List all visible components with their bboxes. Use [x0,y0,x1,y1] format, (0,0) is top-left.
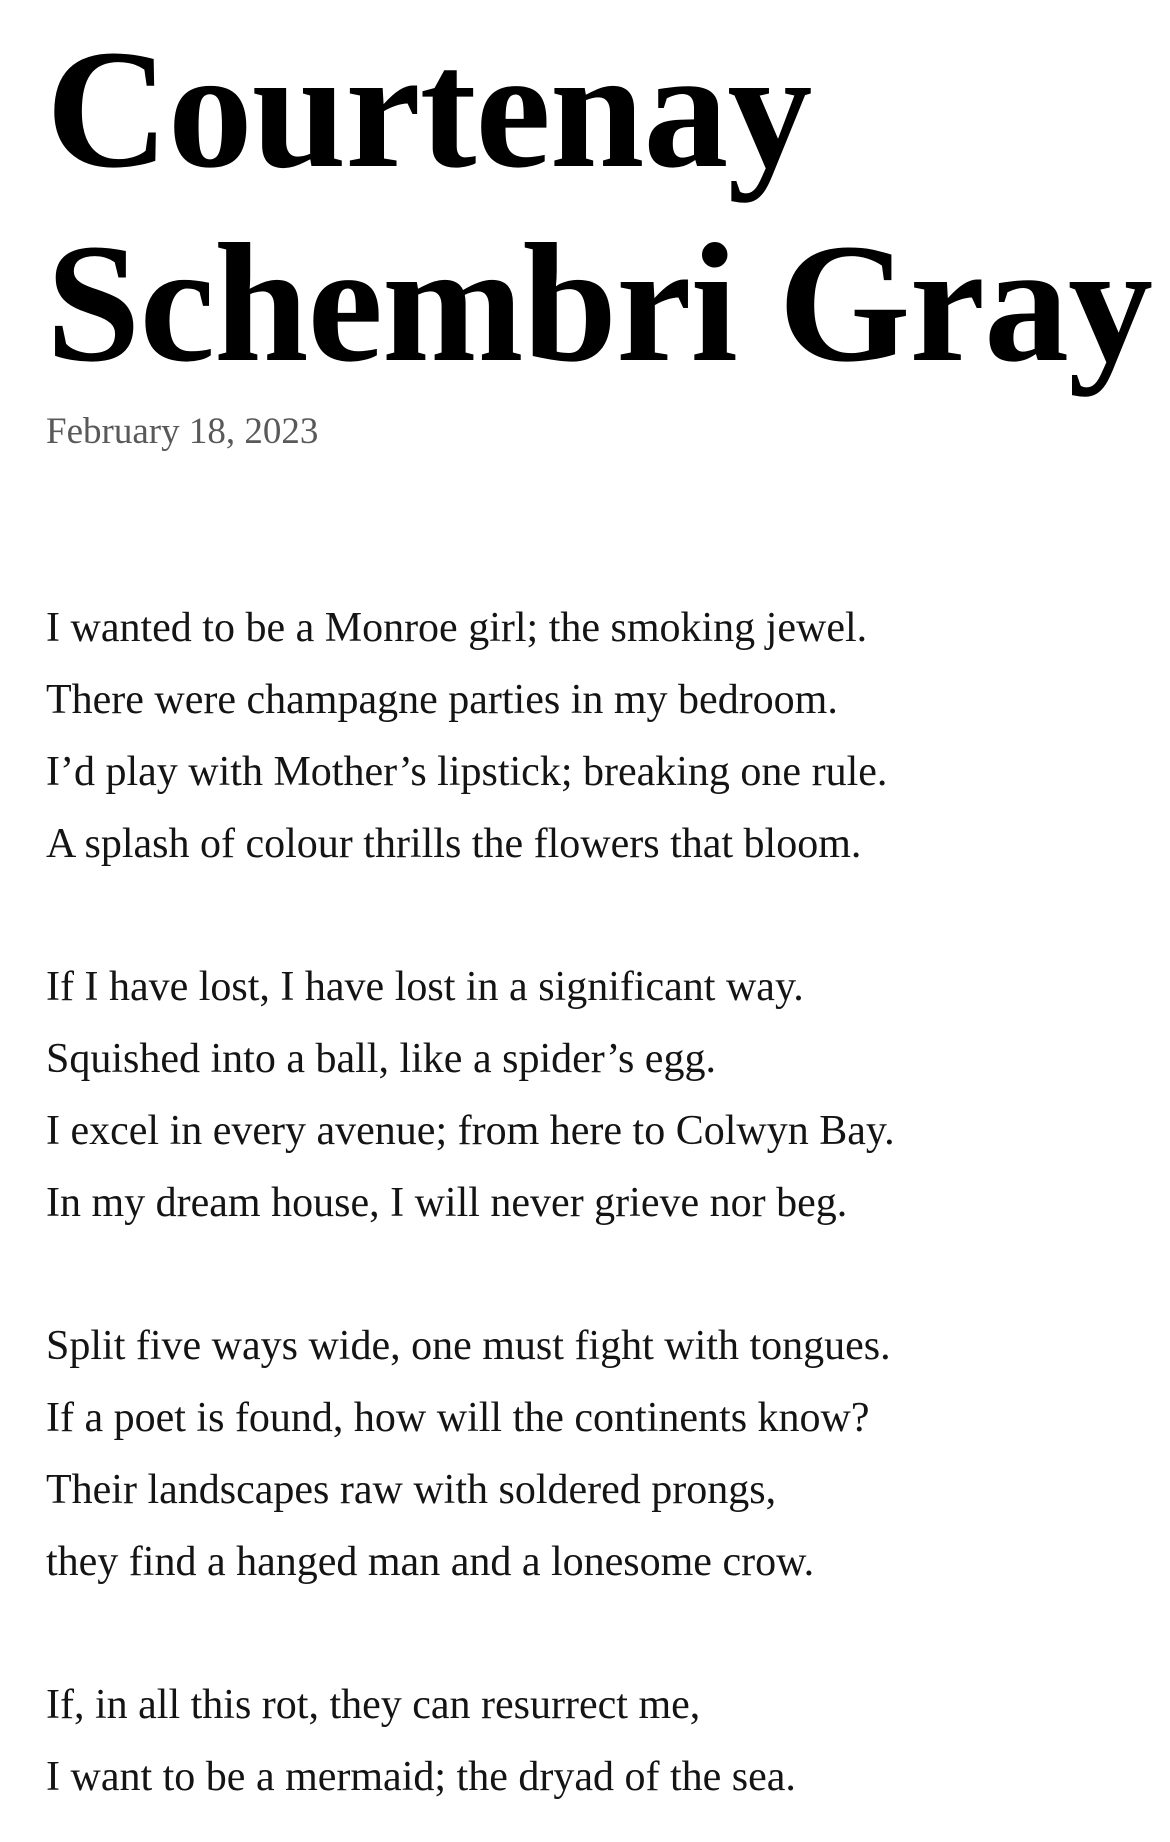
poem-line: A splash of colour thrills the flowers that bloom. [46,821,862,867]
stanza [46,592,1126,880]
title-line: Schembri Gray [46,209,1153,397]
stanza [46,1310,1126,1598]
poem-line: I wanted to be a Monroe girl; the smoking jewel. [46,605,868,651]
poem-line: There were champagne parties in my bedroom. [46,677,838,723]
poem-line: If, in all this rot, they can resurrect me, [46,1682,701,1728]
article [46,0,1153,1813]
poem-line: I excel in every avenue; from here to Colwyn Bay. [46,1108,895,1154]
poem-line: If a poet is found, how will the continents know? [46,1395,870,1441]
stanza [46,951,1126,1239]
poem-line: Split five ways wide, one must fight with tongues. [46,1323,891,1369]
poem-line: Squished into a ball, like a spider’s egg. [46,1036,716,1082]
publish-date: February 18, 2023 [46,411,319,452]
title-line: Courtenay [46,15,812,203]
poem-line: they find a hanged man and a lonesome crow. [46,1539,815,1585]
page-title [46,0,1153,400]
poem-line: If I have lost, I have lost in a significant way. [46,964,804,1010]
poem-line: I want to be a mermaid; the dryad of the sea. [46,1754,796,1800]
poem-line: I’d play with Mother’s lipstick; breaking one rule. [46,749,888,795]
poem-line: Their landscapes raw with soldered prongs, [46,1467,777,1513]
poem-body [46,592,1126,1813]
poem-line: In my dream house, I will never grieve nor beg. [46,1180,848,1226]
stanza [46,1669,1126,1813]
